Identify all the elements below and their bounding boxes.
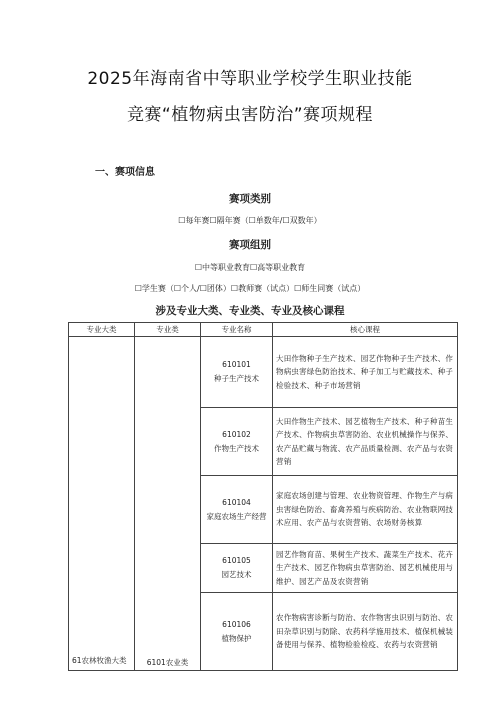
table-heading: 涉及专业大类、专业类、专业及核心课程 (155, 305, 345, 317)
major-category-cell: 61农林牧渔大类 (69, 337, 135, 671)
major-code: 610102 (222, 429, 251, 439)
category-options: ☐每年赛☐隔年赛（☐单数年/☐双数年） (178, 216, 322, 225)
major-name: 植物保护 (221, 633, 252, 643)
table-header-row (69, 323, 458, 337)
group-heading: 赛项组别 (229, 239, 271, 251)
core-courses-cell: 园艺作物育苗、果树生产技术、蔬菜生产技术、花卉生产技术、园艺作物病虫草害防治、园艺机械使用与维护、园艺产品及农资营销 (273, 544, 458, 593)
category-cell: 6101农业类 (135, 337, 201, 671)
header-core-courses: 核心课程 (273, 323, 458, 337)
section-heading: 一、赛项信息 (95, 167, 155, 178)
major-name: 作物生产技术 (214, 443, 259, 453)
core-courses-cell: 大田作物种子生产技术、园艺作物种子生产技术、作物病虫害绿色防治技术、种子加工与贮藏技术、种子检验技术、种子市场营销 (273, 337, 458, 408)
major-code: 610106 (222, 619, 251, 629)
header-major-category: 专业大类 (69, 323, 135, 337)
majors-table (68, 322, 458, 671)
major-name-cell (201, 337, 273, 408)
header-category: 专业类 (135, 323, 201, 337)
doc-title-line1: 2025年海南省中等职业学校学生职业技能 (87, 69, 413, 89)
core-courses-cell: 家庭农场创建与管理、农业物资管理、作物生产与病虫害绿色防治、畜禽养殖与疾病防治、农业物联网技术应用、农产品与农资营销、农场财务核算 (273, 476, 458, 544)
major-code: 610105 (222, 556, 251, 565)
category-heading: 赛项类别 (229, 193, 271, 205)
major-name: 园艺技术 (221, 570, 252, 579)
core-courses-cell: 大田作物生产技术、园艺植物生产技术、种子种苗生产技术、作物病虫草害防治、农业机械操作与保养、农产品贮藏与物流、农产品质量检测、农产品与农资营销 (273, 408, 458, 476)
major-code: 610101 (222, 360, 251, 369)
group-type-options: ☐学生赛（☐个人/☐团体）☐教师赛（试点）☐师生同赛（试点） (134, 284, 366, 293)
major-name-cell (201, 408, 273, 476)
major-name-cell (201, 593, 273, 671)
major-name-cell (201, 476, 273, 544)
header-major-name: 专业名称 (201, 323, 273, 337)
major-name-cell (201, 544, 273, 593)
core-courses-cell: 农作物病害诊断与防治、农作物害虫识别与防治、农田杂草识别与防除、农药科学施用技术、植保机械装备使用与保养、植物检验检疫、农药与农资营销 (273, 593, 458, 671)
table-row (69, 337, 458, 408)
group-level-options: ☐中等职业教育☐高等职业教育 (194, 263, 306, 272)
major-name: 种子生产技术 (214, 374, 259, 383)
major-code: 610104 (222, 497, 251, 507)
major-name: 家庭农场生产经营 (206, 511, 267, 521)
doc-title-line2: 竞赛“植物病虫害防治”赛项规程 (126, 105, 374, 125)
